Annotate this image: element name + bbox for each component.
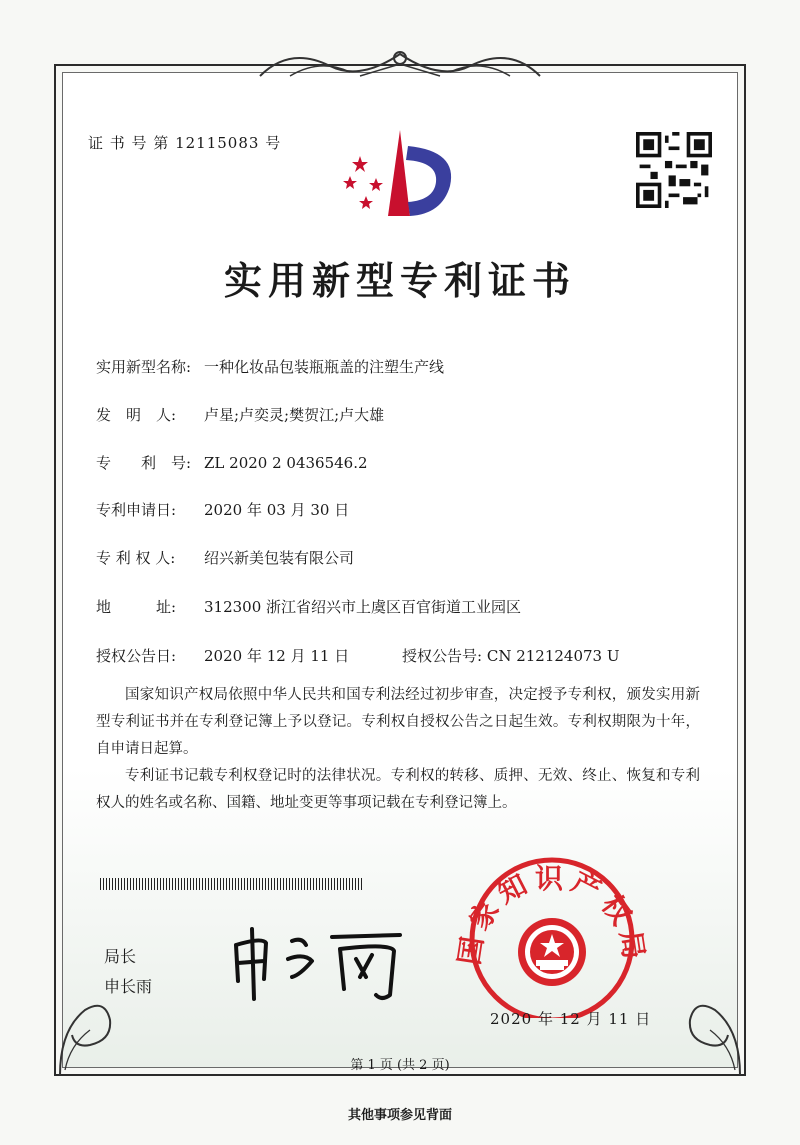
field-label: 专利申请日: [96, 501, 177, 519]
field-value: ZL 2020 2 0436546.2 [204, 454, 368, 472]
field-grant-date [96, 645, 349, 666]
field-announcement-number [402, 645, 620, 666]
field-value: 卢星;卢奕灵;樊贺江;卢大雄 [204, 406, 385, 424]
paragraph: 国家知识产权局依照中华人民共和国专利法经过初步审查，决定授予专利权，颁发实用新型专利证书并在专利登记簿上予以登记。专利权自授权公告之日起生效。专利权期限为十年，自申请日起算。 [96, 687, 700, 757]
field-inventors [96, 404, 384, 425]
certificate-title: 实用新型专利证书 [223, 258, 576, 303]
official-seal [452, 848, 652, 1018]
cnipa-logo-icon [338, 126, 468, 226]
field-value: 2020 年 03 月 30 日 [204, 501, 350, 519]
field-value: 绍兴新美包装有限公司 [204, 549, 355, 567]
seal-date: 2020 年 12 月 11 日 [490, 1010, 652, 1028]
field-address [96, 596, 521, 617]
body-text [96, 682, 700, 817]
certificate-number: 证 书 号 第 12115083 号 [88, 134, 282, 152]
director-signature [222, 915, 422, 1005]
top-ornament [250, 36, 550, 86]
field-value: CN 212124073 U [486, 647, 620, 665]
field-patentee [96, 547, 354, 568]
director-title: 局长 [104, 947, 137, 966]
field-application-date [96, 499, 349, 520]
seal-text: 国家知识产权局 [452, 862, 652, 968]
field-patent-number [96, 452, 368, 473]
field-label: 专 利 号: [96, 454, 192, 472]
footer-note: 其他事项参见背面 [347, 1108, 452, 1123]
field-value: 一种化妆品包装瓶瓶盖的注塑生产线 [204, 358, 445, 376]
director-block [104, 942, 152, 1002]
page-number: 第 1 页 (共 2 页) [350, 1058, 450, 1073]
barcode-icon [100, 878, 364, 890]
field-utility-model-name [96, 356, 444, 377]
national-emblem-icon [518, 918, 586, 986]
field-label: 地 址: [96, 598, 177, 616]
field-value: 2020 年 12 月 11 日 [204, 647, 350, 665]
qr-code-icon [636, 132, 712, 208]
field-label: 专 利 权 人: [96, 549, 176, 567]
director-name: 申长雨 [104, 977, 153, 996]
field-label: 授权公告号: [402, 647, 483, 665]
field-label: 授权公告日: [96, 647, 177, 665]
field-value: 312300 浙江省绍兴市上虞区百官街道工业园区 [204, 598, 522, 616]
paragraph: 专利证书记载专利权登记时的法律状况。专利权的转移、质押、无效、终止、恢复和专利权人的姓名或名称、国籍、地址变更等事项记载在专利登记簿上。 [96, 768, 700, 811]
field-label: 发 明 人: [96, 406, 177, 424]
field-label: 实用新型名称: [96, 358, 192, 376]
